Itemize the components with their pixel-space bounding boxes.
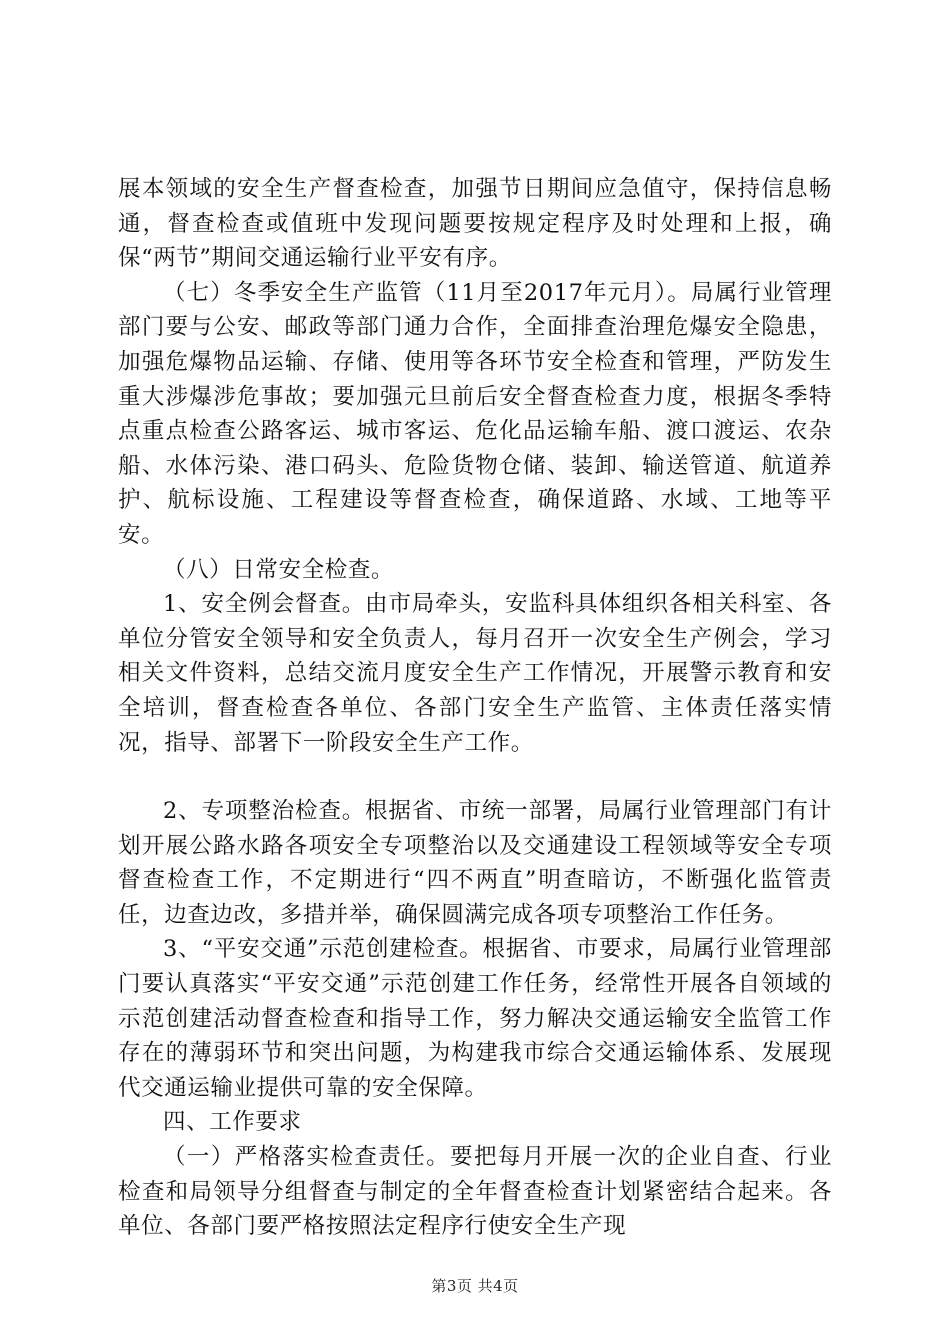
paragraph-item-2: 2、专项整治检查。根据省、市统一部署，局属行业管理部门有计划开展公路水路各项安全专项整治以及交通建设工程领域等安全专项督查检查工作，不定期进行“四不两直”明查暗访，不断强化监管责任，边查边改，多措并举，确保圆满完成各项专项整治工作任务。 bbox=[118, 798, 832, 928]
section-4-heading: 四、工作要求 bbox=[163, 1109, 302, 1136]
paragraph-section-7: （七）冬季安全生产监管（11月至2017年元月）。局属行业管理部门要与公安、邮政等部门通力合作，全面排查治理危爆安全隐患，加强危爆物品运输、存储、使用等各环节安全检查和管理，严防发生重大涉爆涉危事故；要加强元旦前后安全督查检查力度，根据冬季特点重点检查公路客运、城市客运、危化品运输车船、渡口渡运、农杂船、水体污染、港口码头、危险货物仓储、装卸、输送管道、航道养护、航标设施、工程建设等督查检查，确保道路、水域、工地等平安。 bbox=[118, 279, 832, 548]
page-number-footer: 第3页 共4页 bbox=[431, 1277, 519, 1295]
document-body bbox=[118, 172, 832, 1244]
paragraph-item-3: 3、“平安交通”示范创建检查。根据省、市要求，局属行业管理部门要认真落实“平安交通”示范创建工作任务，经常性开展各自领域的示范创建活动督查检查和指导工作，努力解决交通运输安全监管工作存在的薄弱环节和突出问题，为构建我市综合交通运输体系、发展现代交通运输业提供可靠的安全保障。 bbox=[118, 936, 832, 1101]
paragraph-item-1: 1、安全例会督查。由市局牵头，安监科具体组织各相关科室、各单位分管安全领导和安全负责人，每月召开一次安全生产例会，学习相关文件资料，总结交流月度安全生产工作情况，开展警示教育和安全培训，督查检查各单位、各部门安全生产监管、主体责任落实情况，指导、部署下一阶段安全生产工作。 bbox=[118, 591, 832, 756]
paragraph-section-8-heading: （八）日常安全检查。 bbox=[163, 556, 395, 583]
paragraph-continuation: 展本领域的安全生产督查检查，加强节日期间应急值守，保持信息畅通，督查检查或值班中发现问题要按规定程序及时处理和上报，确保“两节”期间交通运输行业平安有序。 bbox=[118, 176, 832, 272]
paragraph-requirement-1: （一）严格落实检查责任。要把每月开展一次的企业自查、行业检查和局领导分组督查与制定的全年督查检查计划紧密结合起来。各单位、各部门要严格按照法定程序行使安全生产现 bbox=[118, 1144, 832, 1240]
